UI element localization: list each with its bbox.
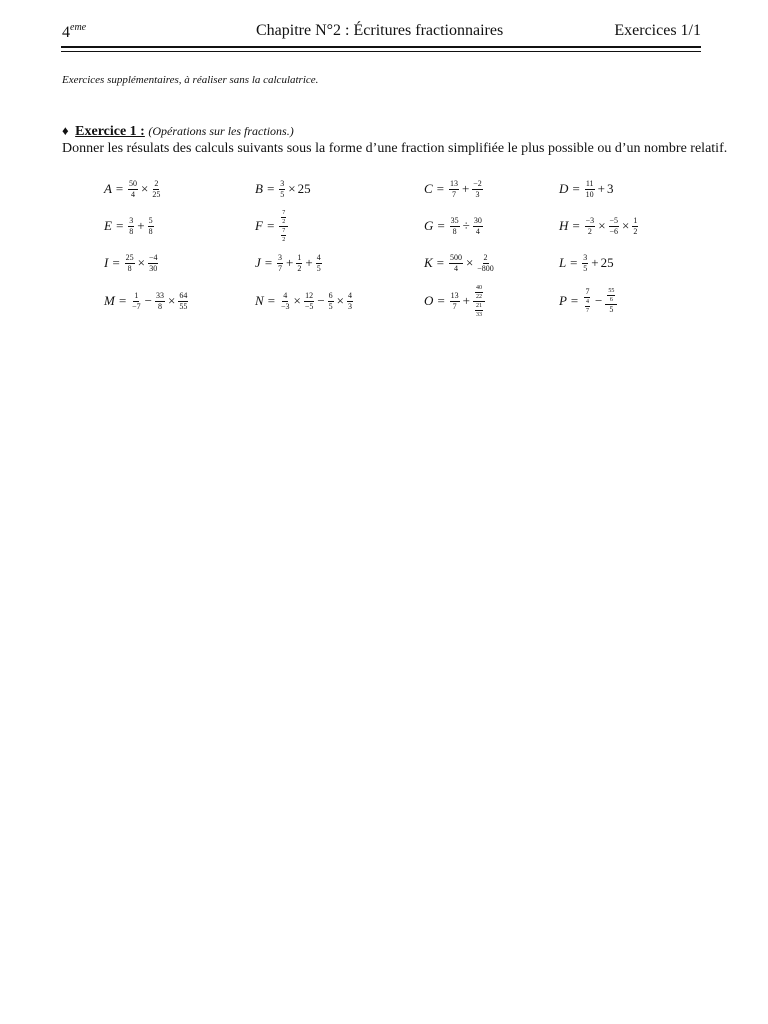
header-level: 4eme — [62, 22, 87, 41]
expr-g: G = $\frac{35}{8}$ ÷ $\frac{30}{4}$ — [424, 215, 482, 236]
header-chapter: Chapitre N°2 : Écritures fractionnaires — [256, 22, 504, 39]
expr-f: F = $\frac{\frac{7}{2}}{\frac{7}{2}}$ — [255, 211, 289, 241]
exercise-subtitle: (Opérations sur les fractions.) — [148, 124, 294, 138]
expr-c: C = $\frac{13}{7}$ + $\frac{-2}{3}$ — [424, 178, 482, 199]
expr-e: E = $\frac{3}{8}$ + $\frac{5}{8}$ — [104, 215, 153, 236]
header-page: Exercices 1/1 — [614, 22, 701, 39]
expr-b: B = $\frac{3}{5}$ × 25 — [255, 178, 311, 199]
expr-a: A = $\frac{50}{4}$ × $\frac{2}{25}$ — [104, 178, 161, 199]
expr-i: I = $\frac{25}{8}$ × $\frac{-4}{30}$ — [104, 252, 158, 273]
header-rule-thick — [61, 46, 701, 48]
expr-h: H = $\frac{-3}{2}$ × $\frac{-5}{-6}$ × $\frac{1}{2}$ — [559, 215, 638, 236]
diamond-icon: ♦ — [62, 123, 69, 138]
expr-n: N = $\frac{4}{-3}$ × $\frac{12}{-5}$ − $\frac{6}{5}$ × $\frac{4}{3}$ — [255, 290, 353, 311]
expr-d: D = $\frac{11}{10}$ + 3 — [559, 178, 614, 199]
expr-o: O = $\frac{13}{7}$ + $\frac{\frac{40}{22}}{\frac{21}{33}}$ — [424, 286, 486, 316]
expr-k: K = $\frac{500}{4}$ × $\frac{2}{-800}$ — [424, 252, 494, 273]
intro-text: Exercices supplémentaires, à réaliser sans la calculatrice. — [62, 74, 319, 86]
exercise-title — [62, 123, 294, 140]
expr-l: L = $\frac{3}{5}$ + 25 — [559, 252, 614, 273]
expr-j: J = $\frac{3}{7}$ + $\frac{1}{2}$ + $\frac{4}{5}$ — [255, 252, 321, 273]
expr-m: M = $\frac{1}{-7}$ − $\frac{33}{8}$ × $\frac{64}{55}$ — [104, 290, 188, 311]
header-rule-thin — [61, 51, 701, 52]
exercise-label: Exercice 1 : — [75, 124, 145, 139]
exercise-instruction: Donner les résulats des calculs suivants sous la forme d’une fraction simplifiée le plus possible ou d’un nombre relatif. — [62, 141, 728, 156]
expr-p: P = $\frac{7}{\frac{4}{7}}$ − $\frac{\frac{55}{6}}{5}$ — [559, 286, 618, 316]
